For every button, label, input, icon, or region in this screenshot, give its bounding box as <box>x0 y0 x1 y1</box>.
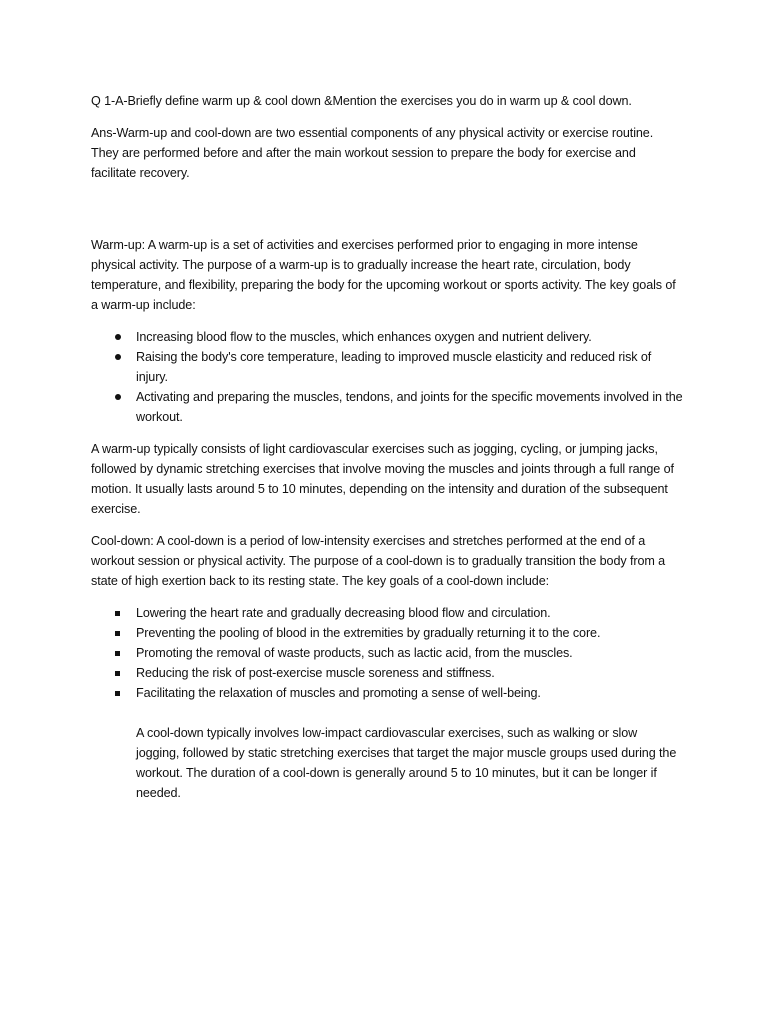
list-item: Increasing blood flow to the muscles, which enhances oxygen and nutrient delivery. <box>91 327 683 347</box>
blank-spacer <box>91 195 683 235</box>
cooldown-typical-exercises: A cool-down typically involves low-impact cardiovascular exercises, such as walking or slow jogging, followed by static stretching exercises that target the major muscle groups used during the workout. The duration of a cool-down is generally around 5 to 10 minutes, but it can be longer if needed. <box>136 726 677 800</box>
list-item: Raising the body's core temperature, leading to improved muscle elasticity and reduced risk of injury. <box>91 347 683 387</box>
list-item: Reducing the risk of post-exercise muscle soreness and stiffness. <box>91 663 683 683</box>
warmup-typical-exercises: A warm-up typically consists of light cardiovascular exercises such as jogging, cycling, or jumping jacks, followed by dynamic stretching exercises that involve moving the muscles and joints through a full range of motion. It usually lasts around 5 to 10 minutes, depending on the intensity and duration of the subsequent exercise. <box>91 442 674 516</box>
list-item: Facilitating the relaxation of muscles and promoting a sense of well-being. <box>91 683 683 703</box>
list-item: Promoting the removal of waste products, such as lactic acid, from the muscles. <box>91 643 683 663</box>
list-item: Activating and preparing the muscles, tendons, and joints for the specific movements involved in the workout. <box>91 387 683 427</box>
question-text: Q 1-A-Briefly define warm up & cool down &Mention the exercises you do in warm up & cool down. <box>91 94 632 108</box>
cooldown-goals-list <box>91 603 683 703</box>
list-item: Lowering the heart rate and gradually decreasing blood flow and circulation. <box>91 603 683 623</box>
cooldown-definition: Cool-down: A cool-down is a period of low-intensity exercises and stretches performed at the end of a workout session or physical activity. The purpose of a cool-down is to gradually transition the body from a state of high exertion back to its resting state. The key goals of a cool-down include: <box>91 534 666 588</box>
list-item: Preventing the pooling of blood in the extremities by gradually returning it to the core. <box>91 623 683 643</box>
document-body <box>91 91 683 803</box>
warmup-definition: Warm-up: A warm-up is a set of activities and exercises performed prior to engaging in more intense physical activity. The purpose of a warm-up is to gradually increase the heart rate, circulation, body temperature, and flexibility, preparing the body for the upcoming workout or sports activity. The key goals of a warm-up include: <box>91 238 676 312</box>
answer-intro: Ans-Warm-up and cool-down are two essential components of any physical activity or exercise routine. They are performed before and after the main workout session to prepare the body for exercise and facilitate recovery. <box>91 126 654 180</box>
warmup-goals-list <box>91 327 683 427</box>
